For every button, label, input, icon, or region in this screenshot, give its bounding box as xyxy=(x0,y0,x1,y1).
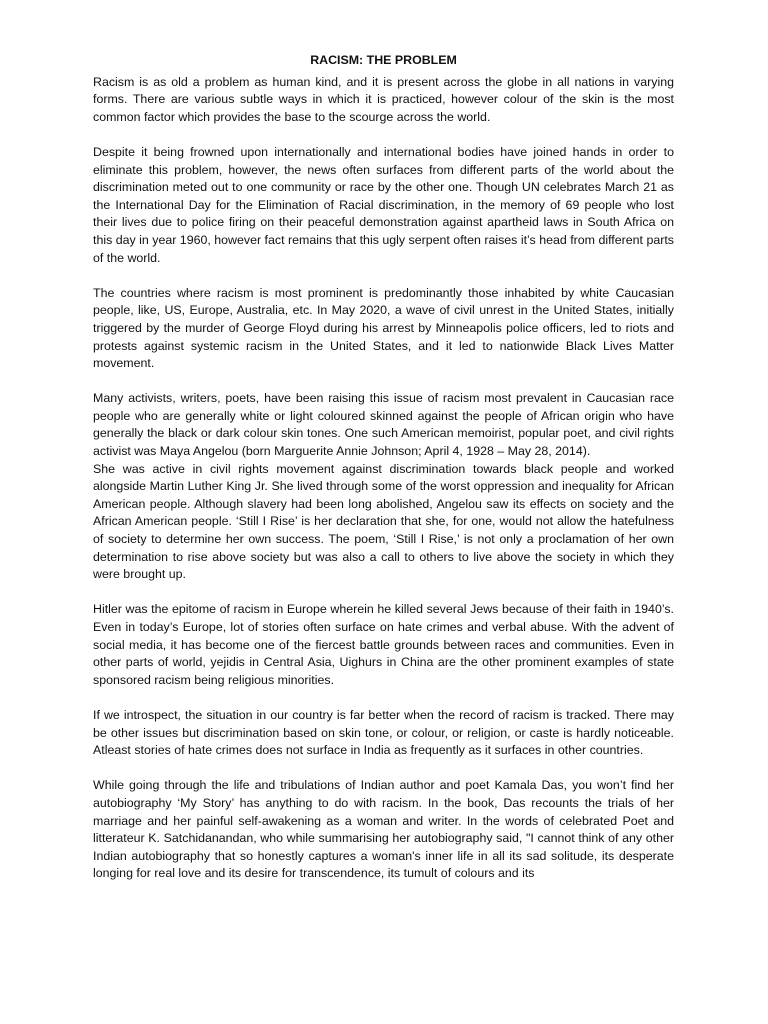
paragraph-kamala-das: While going through the life and tribulations of Indian author and poet Kamala Das, you won’t find her autobiography ‘My Story’ has anything to do with racism. In the book, Das recounts the trials of her marriage and her painful self-awakening as a woman and writer. In the words of celebrated Poet and litterateur K. Satchidanandan, who while summarising her autobiography said, "I cannot think of any other Indian autobiography that so honestly captures a woman's inner life in all its sad solitude, its desperate longing for real love and its desire for transcendence, its tumult of colours and its xyxy=(93,778,674,881)
paragraph-countries: The countries where racism is most prominent is predominantly those inhabited by white Caucasian people, like, US, Europe, Australia, etc. In May 2020, a wave of civil unrest in the United States, initially triggered by the murder of George Floyd during his arrest by Minneapolis police officers, led to riots and protests against systemic racism in the United States, and it led to nationwide Black Lives Matter movement. xyxy=(93,285,674,371)
document-title: RACISM: THE PROBLEM xyxy=(310,53,457,67)
paragraph-intro: Racism is as old a problem as human kind, and it is present across the globe in all nations in varying forms. There are various subtle ways in which it is practiced, however colour of the skin is the most common factor which provides the base to the scourge across the world. xyxy=(93,74,674,124)
paragraph-maya-angelou: She was active in civil rights movement against discrimination towards black people and worked alongside Martin Luther King Jr. She lived through some of the worst oppression and inequality for African American people. Although slavery had been long abolished, Angelou saw its effects on society and the African American people. ‘Still I Rise’ is her declaration that she, for one, would not allow the hatefulness of society to determine her own success. The poem, ‘Still I Rise,’ is not only a proclamation of her own determination to rise above society but was also a call to others to live above the society in which they were brought up. xyxy=(93,461,674,582)
paragraph-india: If we introspect, the situation in our country is far better when the record of racism is tracked. There may be other issues but discrimination based on skin tone, or colour, or religion, or caste is hardly noticeable. Atleast stories of hate crimes does not surface in India as frequently as it surfaces in other countries. xyxy=(93,707,674,758)
paragraph-un-day: Despite it being frowned upon internationally and international bodies have joined hands in order to eliminate this problem, however, the news often surfaces from different parts of the world about the discrimination meted out to one community or race by the other one. Though UN celebrates March 21 as the International Day for the Elimination of Racial discrimination, in the memory of 69 people who lost their lives due to police firing on their peaceful demonstration against apartheid laws in South Africa on this day in year 1960, however fact remains that this ugly serpent often raises it’s head from different parts of the world. xyxy=(93,144,674,265)
paragraph-activists: Many activists, writers, poets, have been raising this issue of racism most prevalent in Caucasian race people who are generally white or light coloured skinned against the people of African origin who have generally the black or dark colour skin tones. One such American memoirist, popular poet, and civil rights activist was Maya Angelou (born Marguerite Annie Johnson; April 4, 1928 – May 28, 2014). xyxy=(93,391,674,459)
paragraph-hitler: Hitler was the epitome of racism in Europe wherein he killed several Jews because of their faith in 1940’s. Even in today’s Europe, lot of stories often surface on hate crimes and verbal abuse. With the advent of social media, it has become one of the fiercest battle grounds between races and communities. Even in other parts of world, yejidis in Central Asia, Uighurs in China are the other prominent examples of state sponsored racism being religious minorities. xyxy=(93,602,674,687)
document-page xyxy=(93,52,674,883)
